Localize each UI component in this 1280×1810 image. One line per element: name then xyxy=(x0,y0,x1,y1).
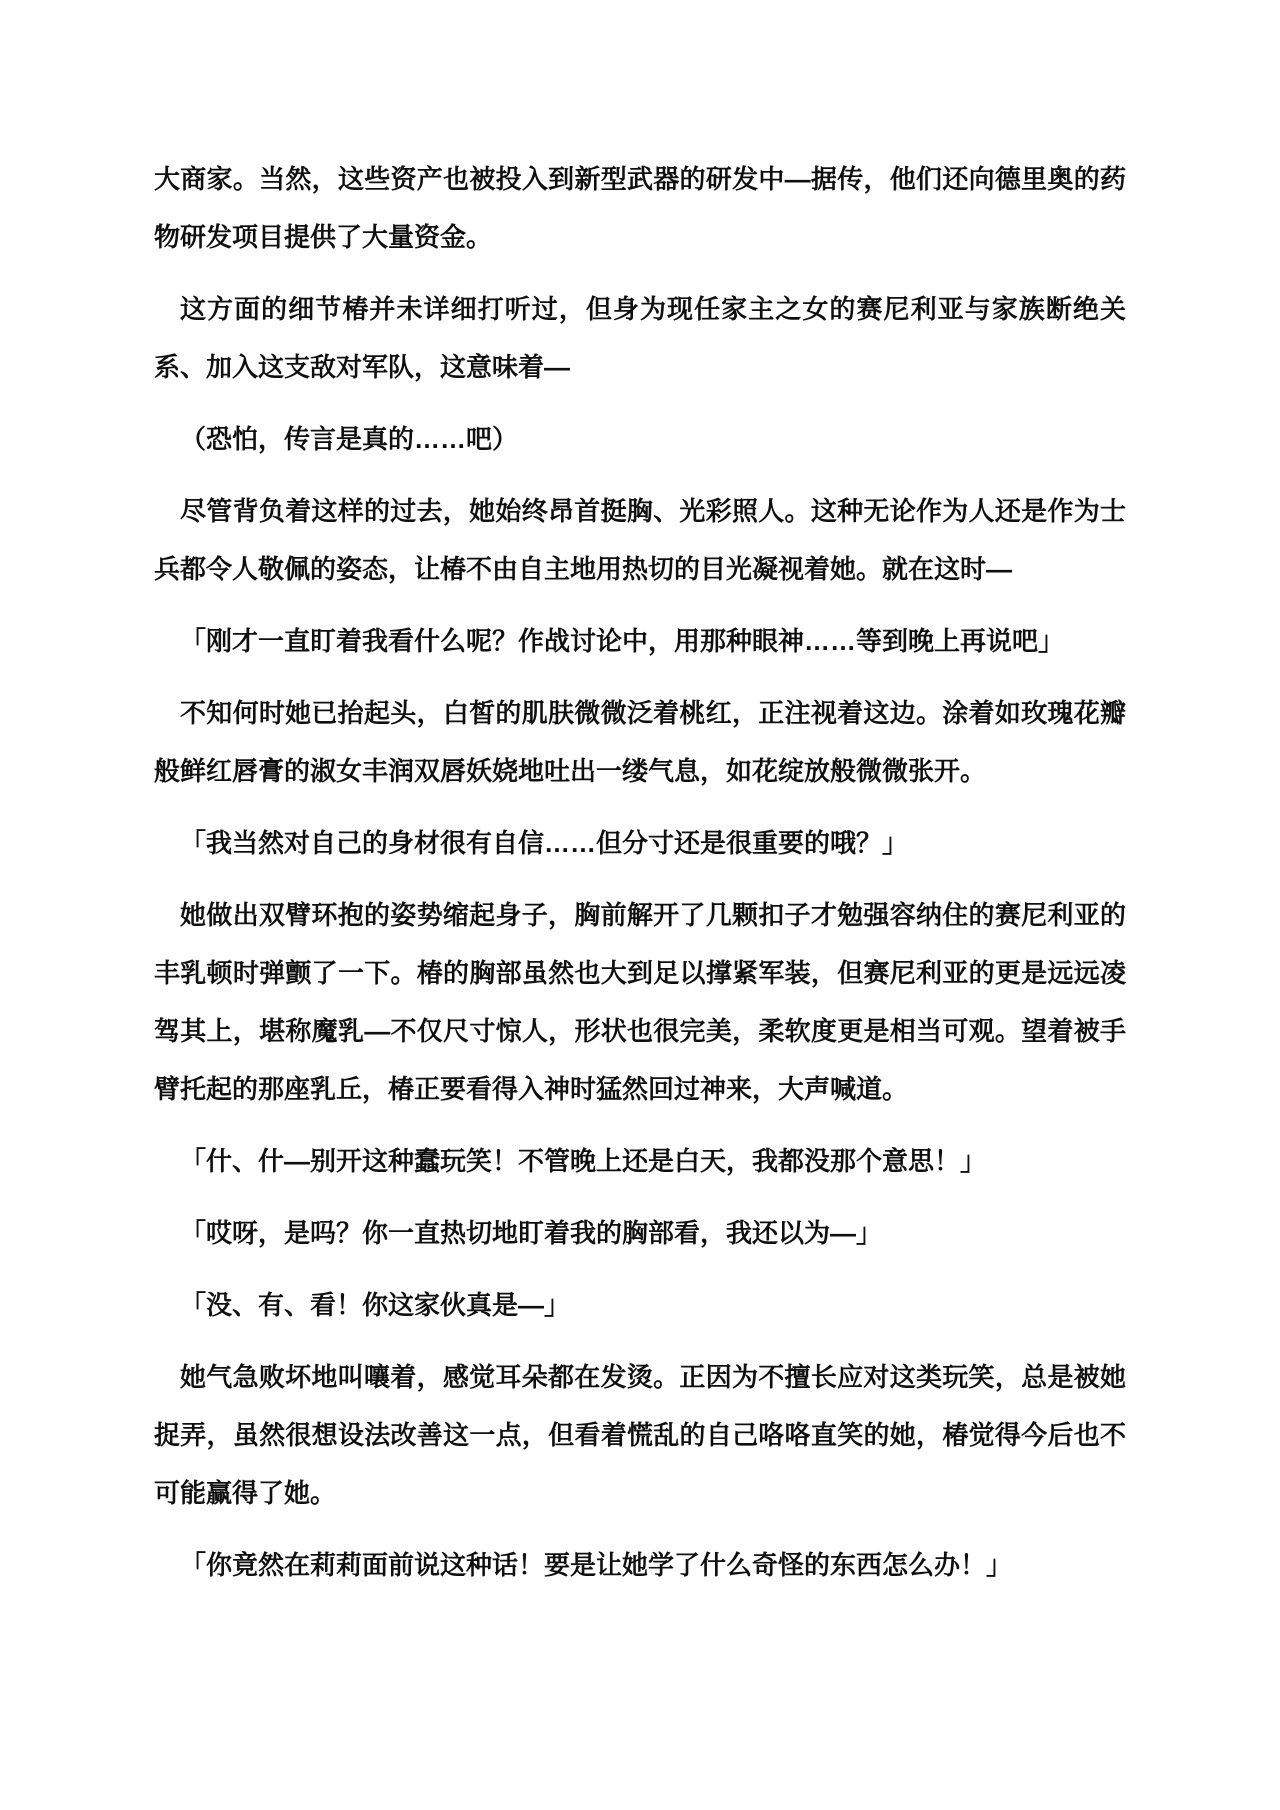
paragraph-narration: 尽管背负着这样的过去，她始终昂首挺胸、光彩照人。这种无论作为人还是作为士兵都令人敬佩的姿态，让椿不由自主地用热切的目光凝视着她。就在这时— xyxy=(154,496,1126,584)
paragraph-dialogue: 「刚才一直盯着我看什么呢？作战讨论中，用那种眼神……等到晚上再说吧」 xyxy=(180,626,1065,656)
paragraph-narration: 不知何时她已抬起头，白皙的肌肤微微泛着桃红，正注视着这边。涂着如玫瑰花瓣般鲜红唇膏的淑女丰润双唇妖娆地吐出一缕气息，如花绽放般微微张开。 xyxy=(154,698,1126,786)
paragraph-dialogue: 「什、什—别开这种蠢玩笑！不管晚上还是白天，我都没那个意思！」 xyxy=(180,1146,987,1176)
paragraph-dialogue: 「没、有、看！你这家伙真是—」 xyxy=(180,1290,571,1320)
paragraph-thought: （恐怕，传言是真的……吧） xyxy=(180,424,519,454)
paragraph-narration: 她做出双臂环抱的姿势缩起身子，胸前解开了几颗扣子才勉强容纳住的赛尼利亚的丰乳顿时弹颤了一下。椿的胸部虽然也大到足以撑紧军装，但赛尼利亚的更是远远凌驾其上，堪称魔乳—不仅尺寸惊人，形状也很完美，柔软度更是相当可观。望着被手臂托起的那座乳丘，椿正要看得入神时猛然回过神来，大声喊道。 xyxy=(154,900,1126,1104)
paragraph-dialogue: 「哎呀，是吗？你一直热切地盯着我的胸部看，我还以为—」 xyxy=(180,1218,883,1248)
paragraph-list xyxy=(154,150,1126,1594)
paragraph-narration: 这方面的细节椿并未详细打听过，但身为现任家主之女的赛尼利亚与家族断绝关系、加入这支敌对军队，这意味着— xyxy=(154,294,1126,382)
paragraph-dialogue: 「我当然对自己的身材很有自信……但分寸还是很重要的哦？」 xyxy=(180,828,909,858)
paragraph-narration: 她气急败坏地叫嚷着，感觉耳朵都在发烫。正因为不擅长应对这类玩笑，总是被她捉弄，虽然很想设法改善这一点，但看着慌乱的自己咯咯直笑的她，椿觉得今后也不可能赢得了她。 xyxy=(154,1362,1126,1508)
paragraph-dialogue: 「你竟然在莉莉面前说这种话！要是让她学了什么奇怪的东西怎么办！」 xyxy=(180,1550,1013,1580)
paragraph-narration: 大商家。当然，这些资产也被投入到新型武器的研发中—据传，他们还向德里奥的药物研发项目提供了大量资金。 xyxy=(154,164,1126,252)
